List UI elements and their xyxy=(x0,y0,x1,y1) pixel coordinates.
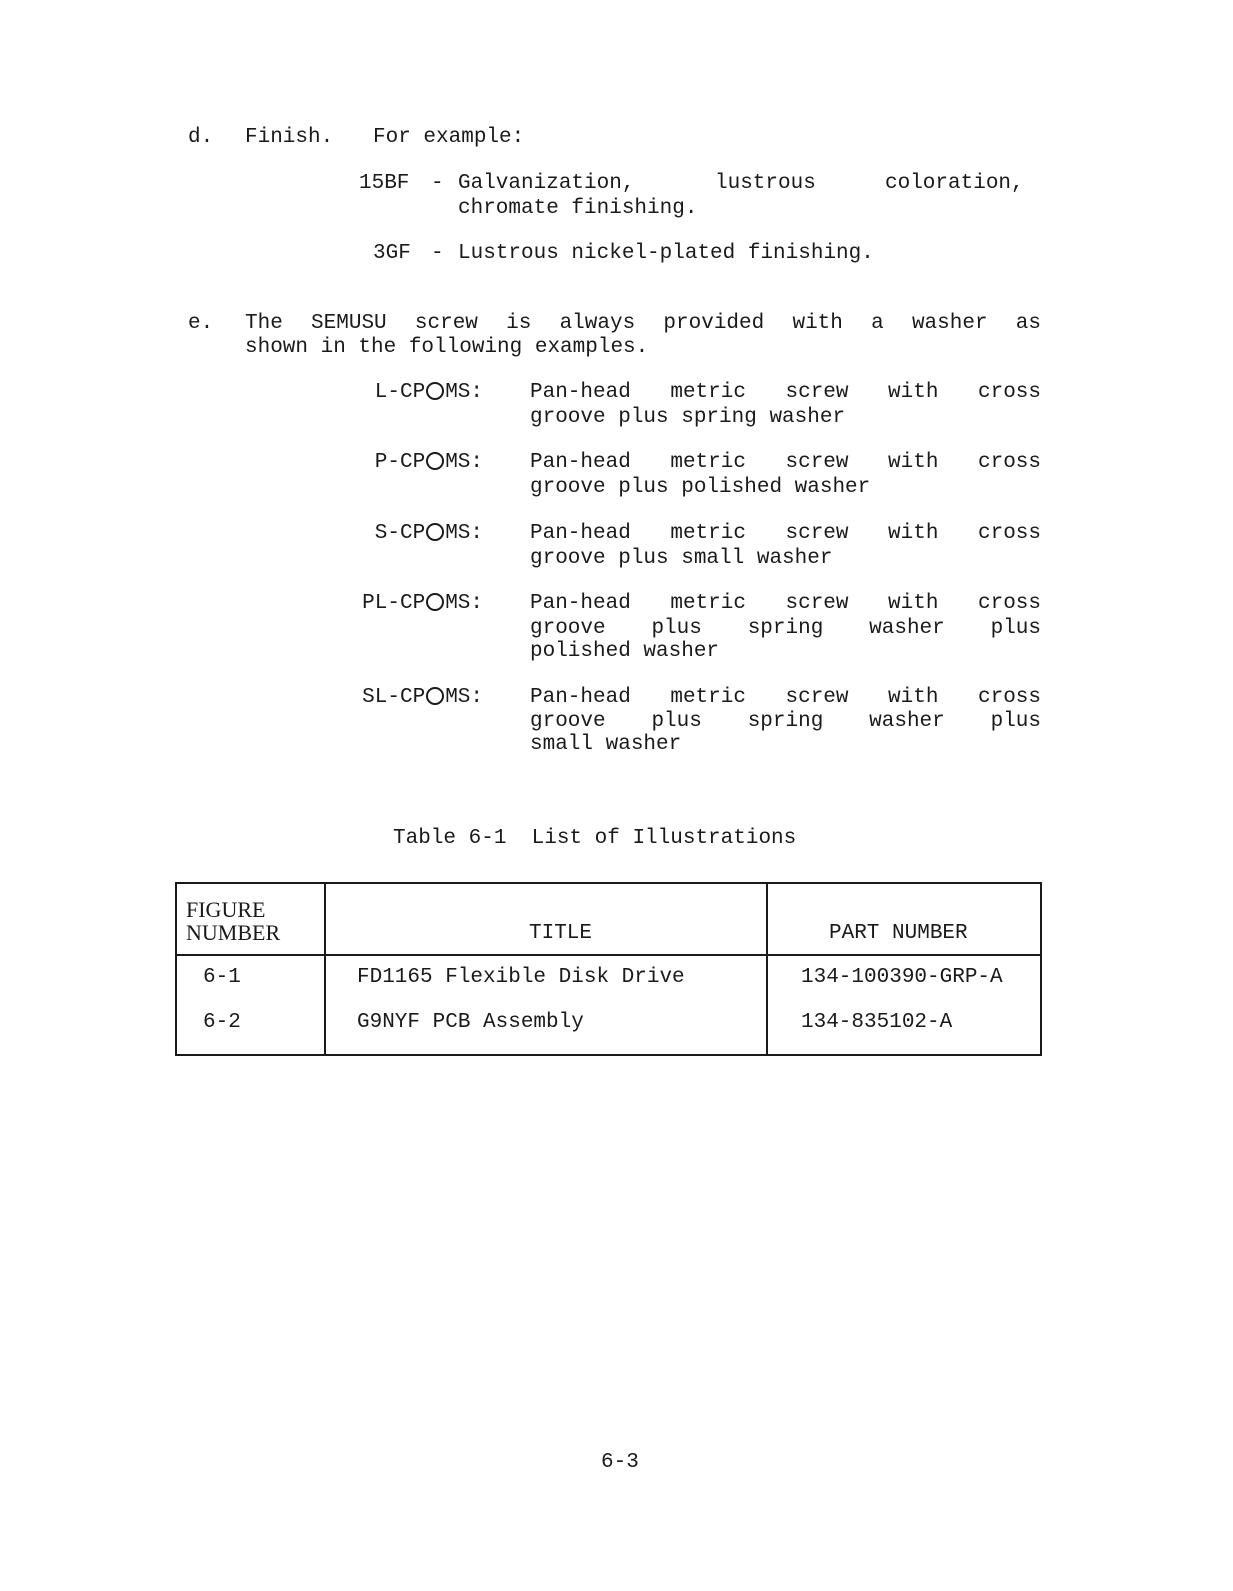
finish-code-2: 3GF xyxy=(373,242,411,265)
item-d-intro: For example: xyxy=(373,126,525,149)
circle-symbol-icon xyxy=(426,452,444,470)
finish-text-2: Lustrous nickel-plated finishing. xyxy=(458,242,874,265)
part-number: 134-835102-A xyxy=(801,1011,953,1034)
screw-code-3: S-CP MS: xyxy=(374,522,483,545)
figure-number-cell xyxy=(176,955,325,1055)
screw-desc-line: Pan-head metric screw with cross xyxy=(530,451,1041,474)
table-header-row xyxy=(176,883,1041,955)
part-number: 134-100390-GRP-A xyxy=(801,966,1003,989)
screw-desc-line: polished washer xyxy=(530,640,720,663)
screw-desc-line: small washer xyxy=(530,733,682,756)
page-number: 6-3 xyxy=(601,1451,639,1474)
figure-title: G9NYF PCB Assembly xyxy=(357,1011,584,1034)
finish-word: coloration, xyxy=(885,172,1024,195)
screw-desc-line: Pan-head metric screw with cross xyxy=(530,686,1041,709)
item-d-letter: d. xyxy=(188,126,214,149)
header-title xyxy=(325,883,767,955)
finish-dash-2: - xyxy=(431,242,444,265)
screw-code-1: L-CP MS: xyxy=(374,381,483,404)
header-part-text: PART NUMBER xyxy=(829,922,968,945)
screw-desc-line: groove plus small washer xyxy=(530,547,833,570)
header-figure-number xyxy=(176,883,325,955)
header-title-text: TITLE xyxy=(529,922,593,945)
finish-word: lustrous xyxy=(715,172,816,195)
header-figure-line-1: FIGURE xyxy=(186,897,266,922)
figure-number: 6-2 xyxy=(203,1011,241,1034)
screw-desc-line: groove plus spring washer plus xyxy=(530,617,1041,640)
table-row xyxy=(176,955,1041,1055)
screw-code-5: SL-CP MS: xyxy=(362,686,483,709)
screw-desc-line: Pan-head metric screw with cross xyxy=(530,522,1041,545)
item-e-line-1: The SEMUSU screw is always provided with a washer as xyxy=(245,312,1041,335)
figure-number: 6-1 xyxy=(203,966,241,989)
screw-desc-line: Pan-head metric screw with cross xyxy=(530,381,1041,404)
circle-symbol-icon xyxy=(426,593,444,611)
title-cell xyxy=(325,955,767,1055)
screw-desc-line: groove plus polished washer xyxy=(530,476,871,499)
screw-desc-line: groove plus spring washer xyxy=(530,406,846,429)
part-number-cell xyxy=(767,955,1041,1055)
circle-symbol-icon xyxy=(426,687,444,705)
finish-word: Galvanization, xyxy=(458,172,635,195)
item-d-label: Finish. xyxy=(245,126,334,149)
screw-code-2: P-CP MS: xyxy=(374,451,483,474)
figure-title: FD1165 Flexible Disk Drive xyxy=(357,966,685,989)
circle-symbol-icon xyxy=(426,382,444,400)
circle-symbol-icon xyxy=(426,523,444,541)
screw-code-4: PL-CP MS: xyxy=(362,592,483,615)
screw-desc-line: Pan-head metric screw with cross xyxy=(530,592,1041,615)
header-part-number xyxy=(767,883,1041,955)
finish-code-1: 15BF xyxy=(359,172,410,195)
screw-desc-line: groove plus spring washer plus xyxy=(530,710,1041,733)
item-e-line-2: shown in the following examples. xyxy=(245,336,649,359)
header-figure-line-2: NUMBER xyxy=(186,920,281,945)
item-e-letter: e. xyxy=(188,312,214,335)
illustrations-table xyxy=(175,882,1042,1056)
finish-line-2: chromate finishing. xyxy=(458,197,698,220)
table-caption: Table 6-1 List of Illustrations xyxy=(393,827,797,850)
finish-dash-1: - xyxy=(431,172,444,195)
